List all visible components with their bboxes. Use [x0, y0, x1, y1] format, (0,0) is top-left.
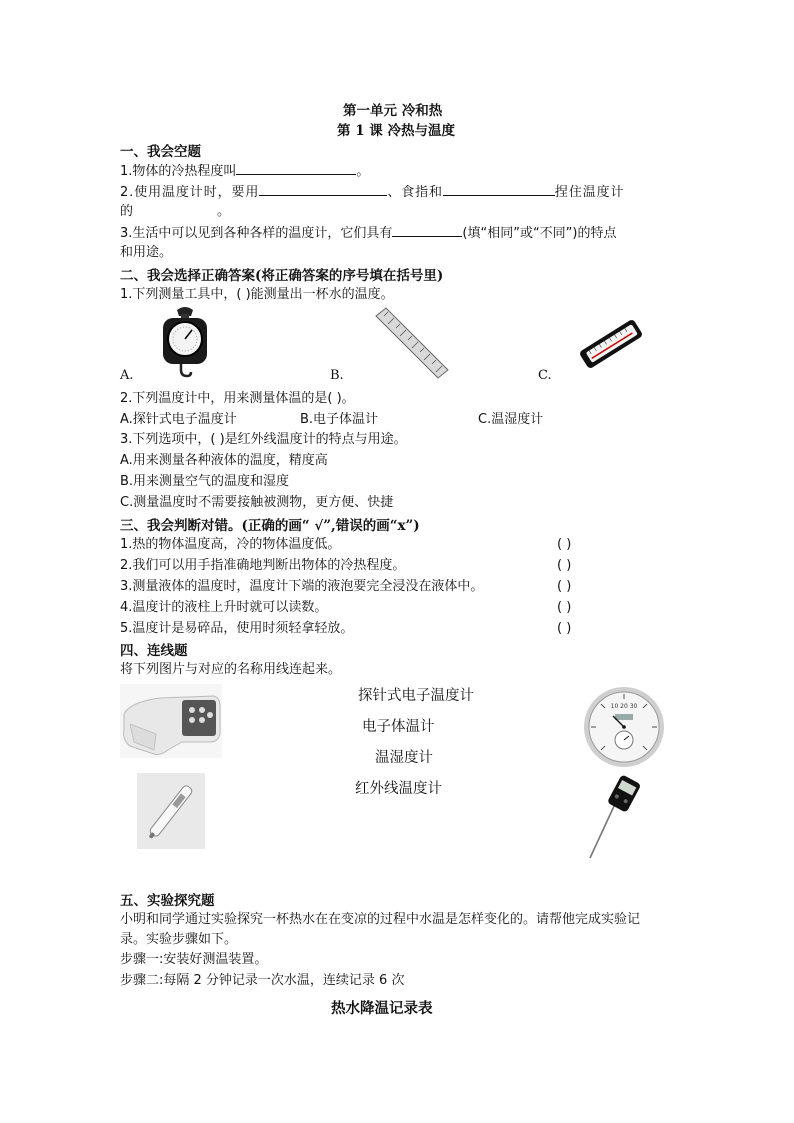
s4-instruction: 将下列图片与对应的名称用线连起来。 [120, 662, 342, 677]
s1-q3-text-b: (填“相同”或“不同”)的特点 [462, 226, 617, 241]
s2-q3-option-a[interactable]: A.用来测量各种液体的温度，精度高 [120, 453, 328, 468]
s3-item-3: 3.测量液体的温度时，温度计下端的液泡要完全浸没在液体中。 [120, 579, 484, 594]
s5-intro-1: 小明和同学通过实验探究一杯热水在在变凉的过程中水温是怎样变化的。请帮他完成实验记 [120, 912, 641, 927]
s1-q3-text-a: 3.生活中可以见到各种各样的温度计，它们具有 [120, 226, 393, 241]
s1-q1-text: 1.物体的冷热程度叫 [120, 164, 237, 179]
ruler-icon [372, 306, 452, 382]
s2-q1-option-c[interactable]: C. [538, 368, 552, 383]
s2-q2-option-c[interactable]: C.温湿度计 [478, 412, 544, 427]
section-1-heading: 一、我会空题 [120, 144, 201, 160]
s2-q2: 2.下列温度计中，用来测量体温的是( )。 [120, 391, 355, 406]
s1-q2-text-a: 2.使用温度计时，要用 [120, 185, 260, 200]
s3-item-2: 2.我们可以用手指准确地判断出物体的冷热程度。 [120, 558, 406, 573]
section-3-heading: 三、我会判断对错。(正确的画“ √”,错误的画“x”) [120, 518, 420, 534]
s2-q3-option-c[interactable]: C.测量温度时不需要接触被测物，更方便、快捷 [120, 495, 394, 510]
s2-q1-option-b[interactable]: B. [330, 368, 344, 383]
match-name-hygrometer[interactable]: 温湿度计 [375, 750, 433, 766]
match-name-probe[interactable]: 探针式电子温度计 [358, 688, 474, 704]
svg-text:10 20 30: 10 20 30 [610, 703, 638, 710]
s1-q2 [120, 181, 624, 202]
thermometer-icon [577, 312, 645, 376]
infrared-thermometer-icon[interactable] [120, 684, 222, 758]
s3-answer-4[interactable]: ( ) [557, 600, 572, 615]
s3-answer-3[interactable]: ( ) [557, 579, 572, 594]
spring-scale-icon [155, 306, 215, 378]
s2-q1-option-a[interactable]: A. [120, 368, 134, 383]
s1-q2-text-e: 。 [217, 204, 231, 219]
section-2-heading: 二、我会选择正确答案(将正确答案的序号填在括号里) [120, 268, 444, 284]
s2-q3: 3.下列选项中，( )是红外线温度计的特点与用途。 [120, 432, 407, 447]
s2-q2-option-b[interactable]: B.电子体温计 [300, 412, 379, 427]
s1-q2-blank-2[interactable] [443, 181, 555, 196]
hygrometer-icon[interactable] [583, 686, 665, 768]
s1-q2-cont [120, 202, 230, 221]
lesson-title: 第 1 课 冷热与温度 [337, 123, 455, 139]
s1-q1-blank[interactable] [236, 160, 356, 175]
s3-answer-2[interactable]: ( ) [557, 558, 572, 573]
s1-q3-blank[interactable] [392, 222, 462, 237]
section-4-heading: 四、连线题 [120, 643, 188, 659]
s3-answer-5[interactable]: ( ) [557, 621, 572, 636]
s3-answer-1[interactable]: ( ) [557, 537, 572, 552]
s5-step-1: 步骤一:安装好测温装置。 [120, 952, 268, 967]
s1-q2-text-d: 的 [120, 204, 134, 219]
s2-q2-option-a[interactable]: A.探针式电子温度计 [120, 412, 237, 427]
s5-intro-2: 录。实验步骤如下。 [120, 932, 238, 947]
s2-q3-option-b[interactable]: B.用来测量空气的温度和湿度 [120, 474, 290, 489]
s1-q1-end: 。 [356, 164, 370, 179]
s3-item-4: 4.温度计的液柱上升时就可以读数。 [120, 600, 328, 615]
unit-title: 第一单元 冷和热 [343, 103, 443, 119]
s1-q3 [120, 222, 617, 243]
match-name-infrared[interactable]: 红外线温度计 [355, 781, 442, 797]
clinical-thermometer-icon[interactable] [137, 773, 205, 849]
s3-item-1: 1.热的物体温度高，冷的物体温度低。 [120, 537, 341, 552]
s1-q2-blank-1[interactable] [259, 181, 387, 196]
s3-item-5: 5.温度计是易碎品，使用时须轻拿轻放。 [120, 621, 354, 636]
section-5-heading: 五、实验探究题 [120, 893, 215, 909]
s1-q1 [120, 160, 369, 181]
s5-table-title: 热水降温记录表 [331, 1000, 433, 1017]
s1-q2-text-b: 、食指和 [387, 185, 443, 200]
probe-thermometer-icon[interactable] [585, 778, 645, 860]
s1-q3-cont: 和用途。 [120, 245, 173, 260]
s1-q2-text-c: 捏住温度计 [554, 185, 625, 200]
match-name-clinical[interactable]: 电子体温计 [362, 719, 435, 735]
s5-step-2: 步骤二:每隔 2 分钟记录一次水温，连续记录 6 次 [120, 973, 405, 988]
s2-q1: 1.下列测量工具中，( )能测量出一杯水的温度。 [120, 287, 394, 302]
